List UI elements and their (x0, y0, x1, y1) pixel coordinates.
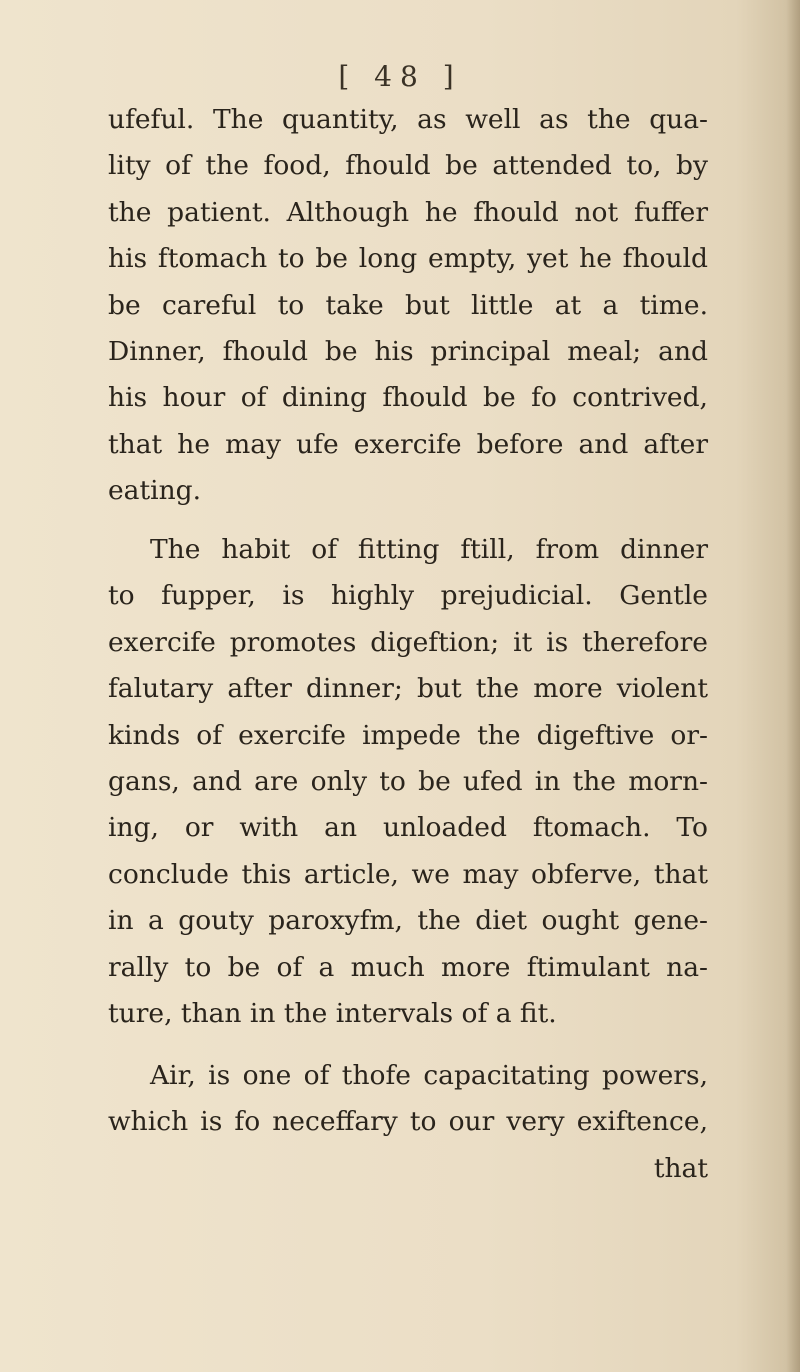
page-number-header: [ 48 ] (338, 60, 462, 93)
text-line: the patient. Although he fhould not fuffer (108, 196, 708, 228)
text-line: to fupper, is highly prejudicial. Gentle (108, 580, 708, 612)
text-line: Dinner, fhould be his principal meal; and (108, 336, 708, 368)
text-line: rally to be of a much more ftimulant na- (108, 951, 708, 983)
text-line: lity of the food, fhould be attended to, by (108, 150, 708, 182)
text-line: eating. (108, 475, 202, 507)
text-line: Air, is one of thofe capacitating powers, (150, 1060, 708, 1091)
text-line: ufeful. The quantity, as well as the qua- (108, 104, 708, 135)
text-line: be careful to take but little at a time. (108, 289, 708, 321)
text-line: The habit of fitting ftill, from dinner (150, 534, 708, 565)
text-line: which is fo neceffary to our very exiftence, (108, 1106, 708, 1138)
paragraph-2 (108, 527, 708, 1037)
paragraph-3 (108, 1053, 708, 1192)
text-line: ture, than in the intervals of a fit. (108, 998, 557, 1030)
page-edge-shadow (786, 0, 800, 1372)
text-line: conclude this article, we may obferve, that (108, 858, 708, 890)
text-line: falutary after dinner; but the more violent (108, 673, 708, 705)
text-line: that he may ufe exercife before and after (108, 428, 708, 460)
text-line: ing, or with an unloaded ftomach. To (108, 812, 708, 844)
paragraph-1 (108, 97, 708, 515)
text-line: his ftomach to be long empty, yet he fhould (108, 243, 708, 275)
catchword: that (653, 1152, 708, 1184)
text-line: his hour of dining fhould be fo contrived, (108, 382, 708, 414)
text-line: gans, and are only to be ufed in the morn- (108, 766, 708, 798)
text-line: exercife promotes digeftion; it is therefore (108, 626, 708, 658)
text-line: in a gouty paroxyfm, the diet ought gene- (108, 905, 708, 937)
text-line: kinds of exercife impede the digeftive or- (108, 719, 708, 751)
